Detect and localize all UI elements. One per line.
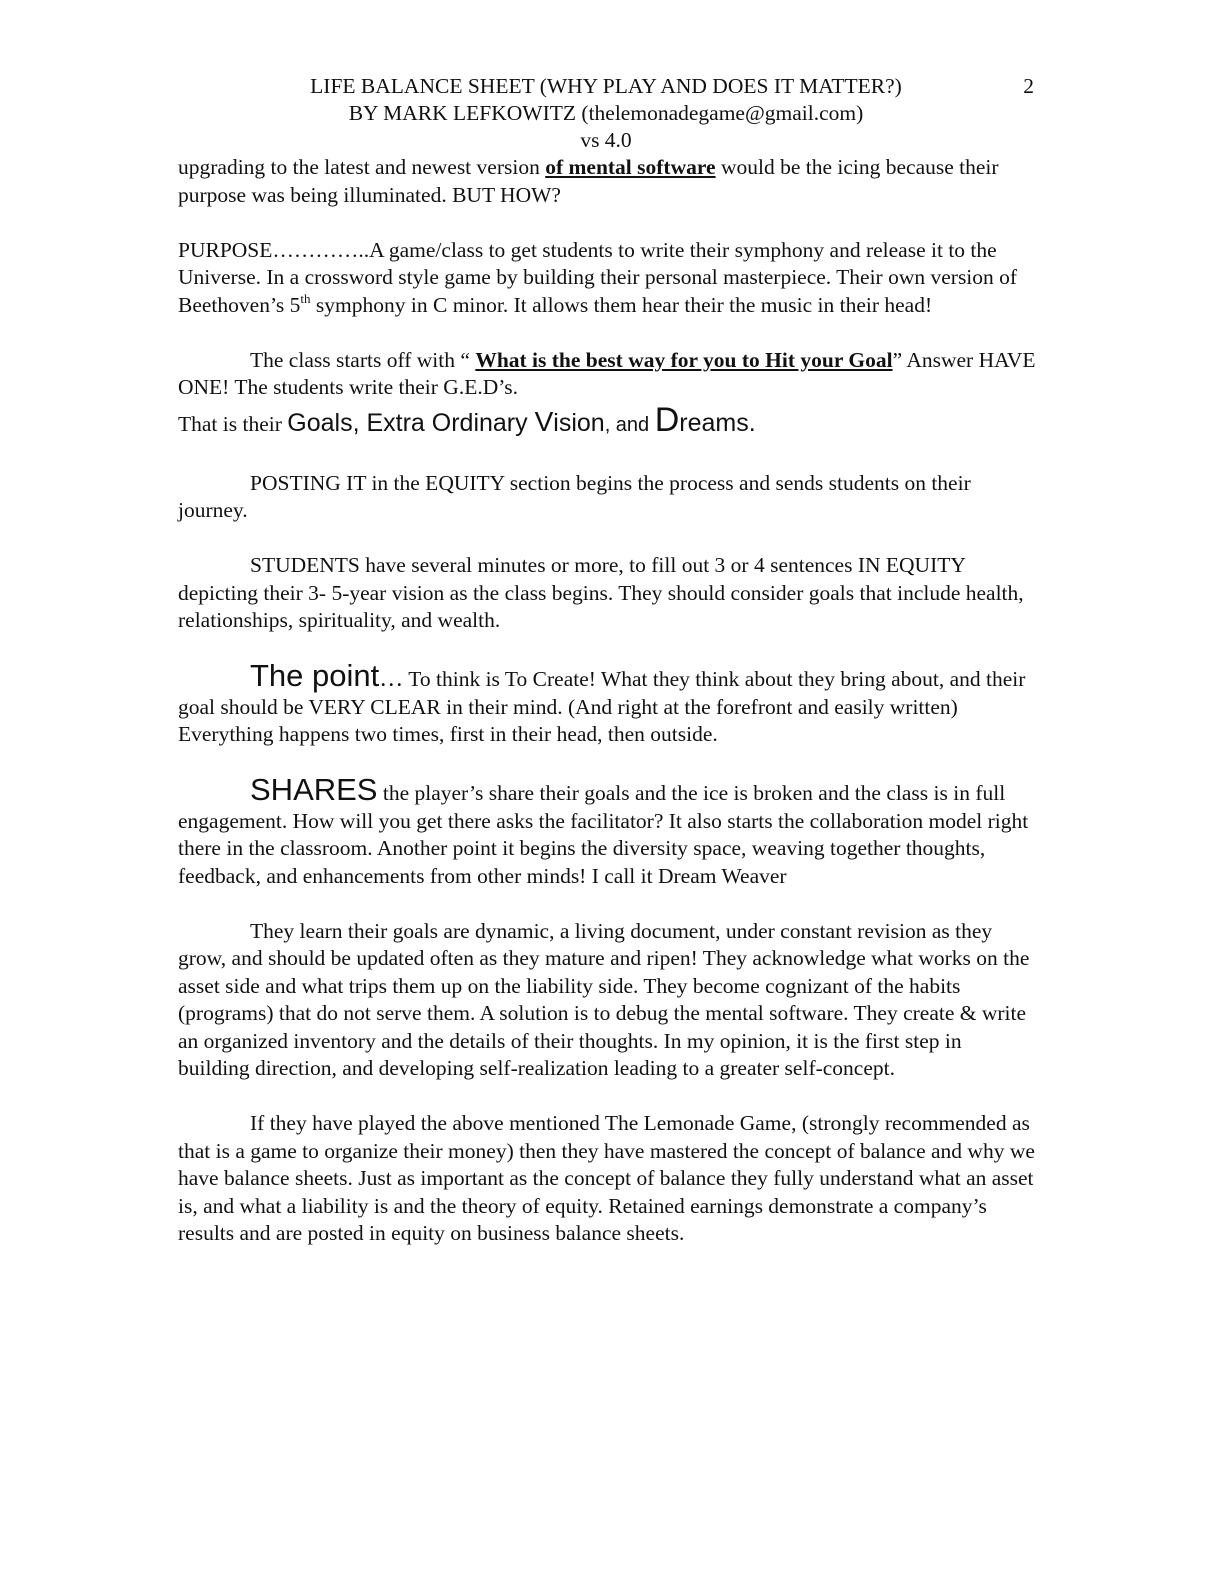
superscript-th: th xyxy=(300,290,311,306)
text-run: To think is To Create! What they think about they bring about, and their goal should be VERY CLEAR in their mind. (And right at the forefront and easily written) Everything happens two times, first in their head, then outside. xyxy=(178,667,1026,746)
emphasis-mental-software: of mental software xyxy=(545,155,716,179)
text-run: PURPOSE…………..A game/class to get students to write their symphony and release it to the Universe. In a crossword style game by building their personal masterpiece. Their own version of Beethoven’s 5 xyxy=(178,237,1018,317)
emphasis-question: What is the best way for you to Hit your Goal xyxy=(475,347,893,372)
paragraph-upgrading xyxy=(178,154,1038,209)
text-shares: SHARES xyxy=(250,772,378,807)
paragraph-goals-dynamic: They learn their goals are dynamic, a living document, under constant revision as they grow, and should be updated often as they mature and ripen! They acknowledge what works on the asset side and what trips them up on the liability side. They become cognizant of the habits (programs) that do not serve them. A solution is to debug the mental software. They create & write an organized inventory and the details of their thoughts. In my opinion, it is the first step in building direction, and developing self-realization leading to a greater self-concept. xyxy=(178,918,1030,1080)
text-run: the player’s share their goals and the ice is broken and the class is in full engagement. How will you get there asks the facilitator? It also starts the collaboration model right there in the classroom. Another point it begins the diversity space, weaving together thoughts, feedback, and enhancements from other minds! I call it Dream Weaver xyxy=(178,781,1029,888)
text-run: upgrading to the latest and newest version xyxy=(178,155,546,179)
text-and: , and xyxy=(604,413,655,436)
paragraph-posting: POSTING IT in the EQUITY section begins the process and sends students on their journey. xyxy=(178,470,971,522)
header-author: BY MARK LEFKOWITZ (thelemonadegame@gmail.com) xyxy=(348,101,864,125)
paragraph-shares xyxy=(178,772,1038,890)
text-ellipsis: … xyxy=(379,666,404,692)
letter-g: G xyxy=(287,408,307,437)
paragraph-the-point xyxy=(178,658,1038,749)
paragraph-purpose xyxy=(178,237,1038,320)
paragraph-lemonade-game: If they have played the above mentioned The Lemonade Game, (strongly recommended as that is a game to organize their money) then they have mastered the concept of balance and why we have balance sheets. Just as important as the concept of balance they fully understand what an asset is, and what a liability is and the theory of equity. Retained earnings demonstrate a company’s results and are posted in equity on business balance sheets. xyxy=(178,1111,1035,1245)
header-version: vs 4.0 xyxy=(580,128,632,152)
page-header xyxy=(178,73,1034,154)
page-number: 2 xyxy=(1023,74,1034,98)
paragraph-class-starts xyxy=(178,347,1038,402)
text-run: That is their xyxy=(178,411,288,436)
text-run: would be the icing because their purpose was being illuminated. BUT HOW? xyxy=(178,155,999,207)
paragraph-students: STUDENTS have several minutes or more, to fill out 3 or 4 sentences IN EQUITY depicting their 3- 5-year vision as the class begins. They should consider goals that include health, relationships, spirituality, and wealth. xyxy=(178,553,1024,632)
letter-v: V xyxy=(534,405,554,437)
text-run: ” Answer HAVE ONE! The students write their G.E.D’s. xyxy=(178,347,1036,399)
paragraph-ged xyxy=(178,402,1038,443)
text-dreams: reams. xyxy=(679,408,756,437)
text-the-point: The point xyxy=(250,658,380,693)
text-run: The class starts off with “ xyxy=(250,347,476,372)
document-body xyxy=(178,154,1038,1275)
text-run: symphony in C minor. It allows them hear their the music in their head! xyxy=(310,292,933,317)
header-title: LIFE BALANCE SHEET (WHY PLAY AND DOES IT MATTER?) xyxy=(310,74,902,98)
text-vision: ision xyxy=(553,408,605,437)
letter-d: D xyxy=(654,400,680,439)
text-goals: oals, Extra Ordinary xyxy=(306,408,535,437)
